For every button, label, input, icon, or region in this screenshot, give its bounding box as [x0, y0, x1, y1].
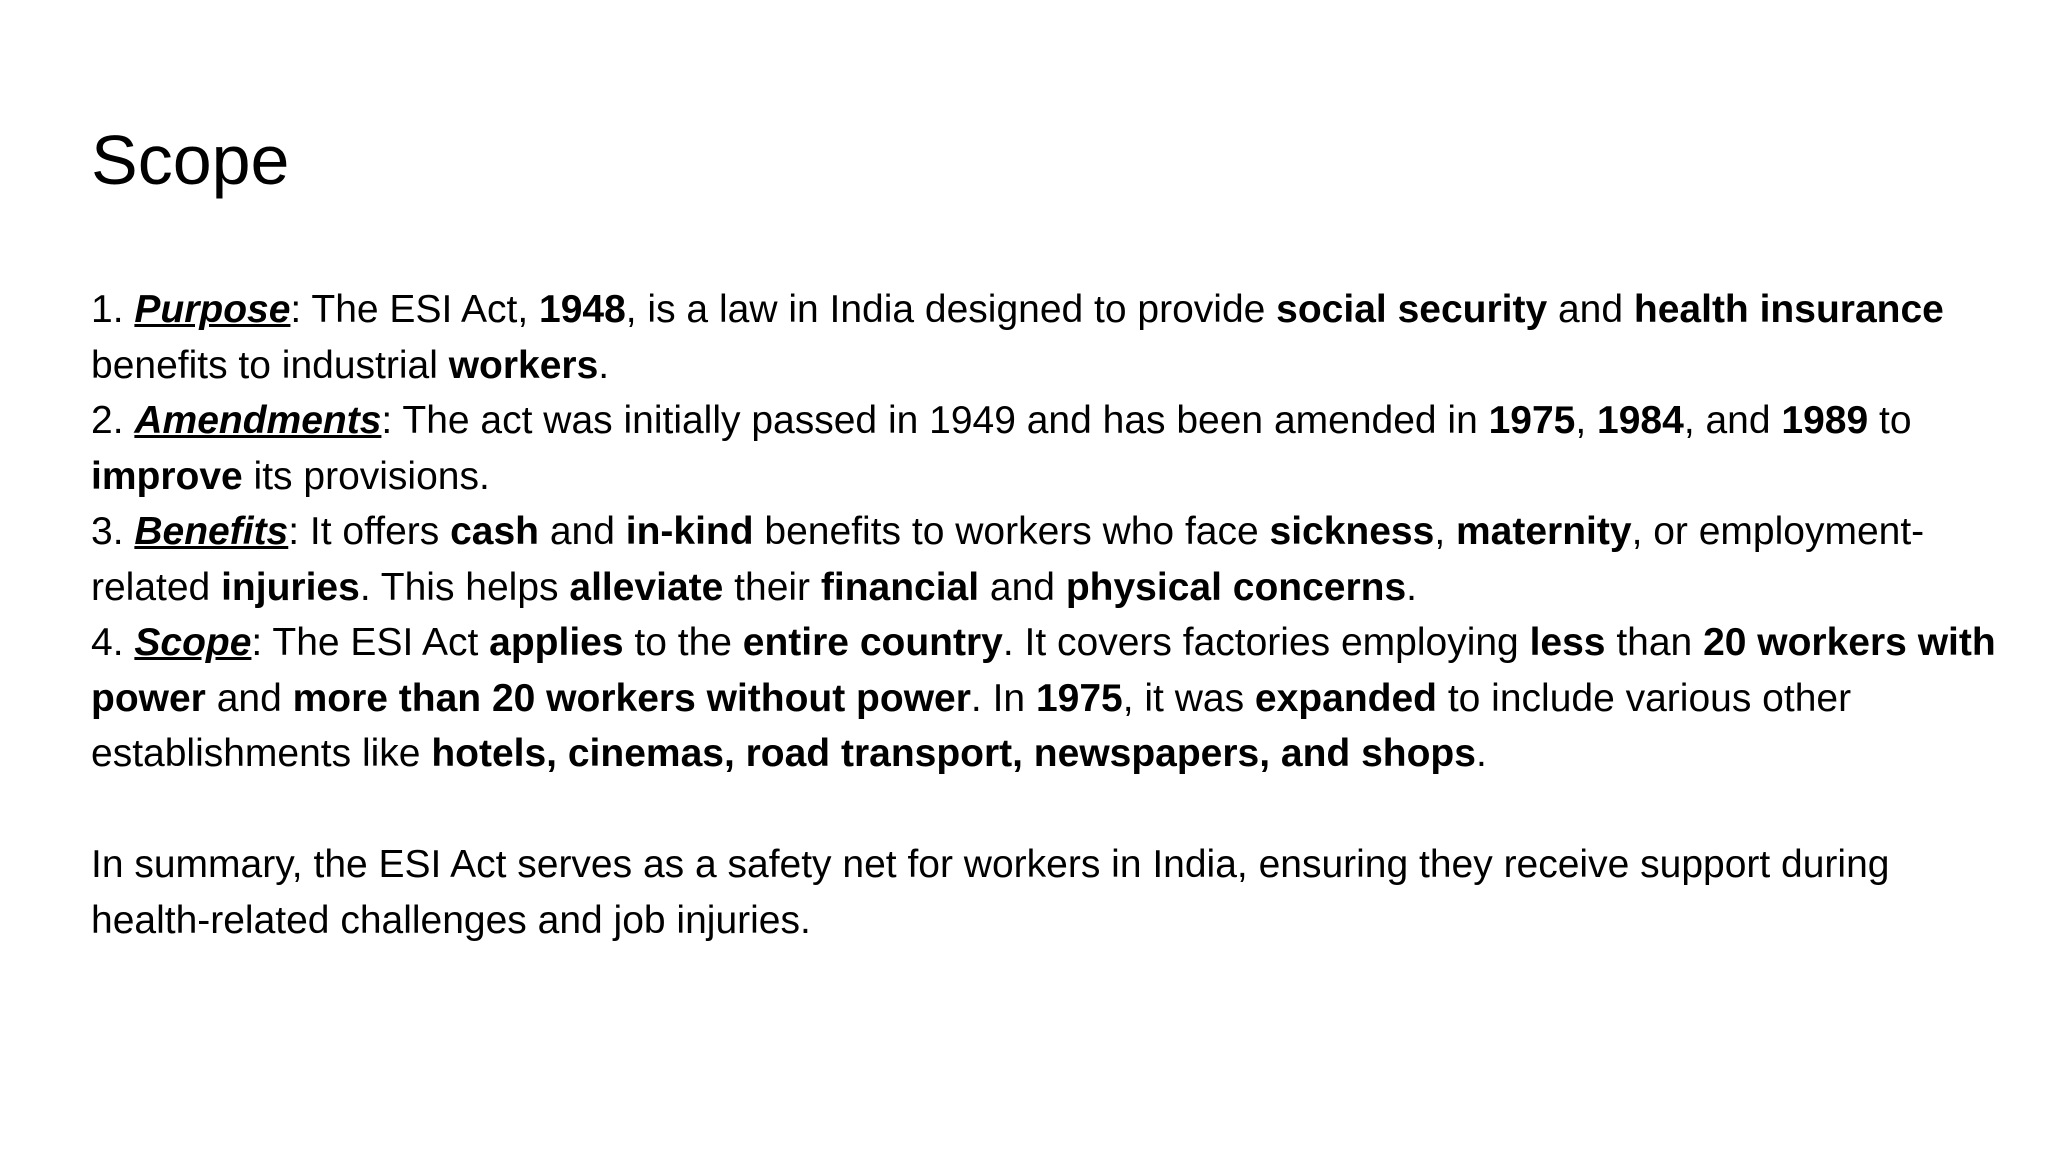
body-text: and	[979, 565, 1066, 609]
body-text: benefits to industrial	[91, 343, 449, 387]
body-text: : The act was initially passed in 1949 and has been amended in	[381, 399, 1489, 442]
body-text: their	[723, 565, 821, 609]
list-item	[91, 282, 2001, 393]
bold-text: 20 workers with power	[91, 621, 1996, 720]
bold-text: entire country	[742, 621, 1003, 664]
list-item-term: Amendments	[134, 399, 382, 442]
bold-text: 1989	[1781, 399, 1869, 442]
summary-paragraph: In summary, the ESI Act serves as a safety net for workers in India, ensuring they receive support during health-related challenges and job injuries.	[91, 843, 1890, 942]
list-item-term: Benefits	[134, 510, 289, 553]
body-text: , or employment-related	[91, 510, 1925, 609]
bold-text: 1948	[539, 288, 626, 331]
list-item-number: 1.	[91, 288, 124, 331]
bold-text: cash	[450, 510, 540, 553]
bold-text: hotels, cinemas, road transport, newspapers, and shops	[431, 732, 1476, 775]
body-text: : The ESI Act,	[290, 288, 539, 331]
body-text: .	[1475, 732, 1487, 775]
body-text: , it was	[1122, 676, 1255, 720]
bold-text: financial	[820, 565, 980, 609]
body-text: ,	[1575, 399, 1598, 442]
body-text: benefits to workers who face	[753, 510, 1270, 553]
body-text: to	[1868, 399, 1912, 442]
list-item-number: 4.	[91, 621, 124, 664]
list-item-term: Purpose	[134, 288, 291, 331]
bold-text: expanded	[1254, 676, 1437, 720]
bold-text: more than 20 workers without power	[292, 676, 971, 720]
bold-text: workers	[448, 343, 599, 387]
paragraph-spacer	[91, 782, 2001, 838]
body-text: . In	[970, 676, 1036, 720]
bold-text: health insurance	[1633, 288, 1944, 331]
bold-text: sickness	[1269, 510, 1435, 553]
bold-text: social security	[1276, 288, 1548, 331]
body-text: and	[205, 676, 293, 720]
body-text: : It offers	[288, 510, 451, 553]
list-item-term: Scope	[134, 621, 252, 664]
body-text: to include various other establishments like	[91, 676, 1852, 775]
list-item	[91, 393, 2001, 504]
bold-text: improve	[91, 454, 243, 498]
body-text: .	[598, 343, 610, 387]
body-text: . This helps	[359, 565, 570, 609]
body-text: ,	[1434, 510, 1456, 553]
list-item	[91, 504, 2001, 615]
bold-text: 1984	[1597, 399, 1684, 442]
body-text: , is a law in India designed to provide	[625, 288, 1277, 331]
body-text: to the	[623, 621, 743, 664]
numbered-list	[91, 282, 2001, 782]
body-text: .	[1406, 565, 1418, 609]
bold-text: in-kind	[625, 510, 754, 553]
bold-text: alleviate	[569, 565, 724, 609]
bold-text: 1975	[1035, 676, 1123, 720]
body-text: and	[539, 510, 626, 553]
bold-text: maternity	[1456, 510, 1632, 553]
list-item	[91, 615, 2001, 782]
body-text: than	[1605, 621, 1704, 664]
list-item-number: 2.	[91, 399, 124, 442]
body-text: , and	[1683, 399, 1782, 442]
body-text: : The ESI Act	[251, 621, 490, 664]
bold-text: applies	[489, 621, 624, 664]
slide-body	[91, 282, 2001, 948]
bold-text: less	[1529, 621, 1606, 664]
bold-text: physical concerns	[1065, 565, 1407, 609]
bold-text: injuries	[221, 565, 360, 609]
body-text: its provisions.	[242, 454, 490, 498]
body-text: and	[1547, 288, 1634, 331]
slide-title: Scope	[91, 121, 290, 199]
bold-text: 1975	[1488, 399, 1576, 442]
body-text: . It covers factories employing	[1002, 621, 1530, 664]
list-item-number: 3.	[91, 510, 124, 553]
